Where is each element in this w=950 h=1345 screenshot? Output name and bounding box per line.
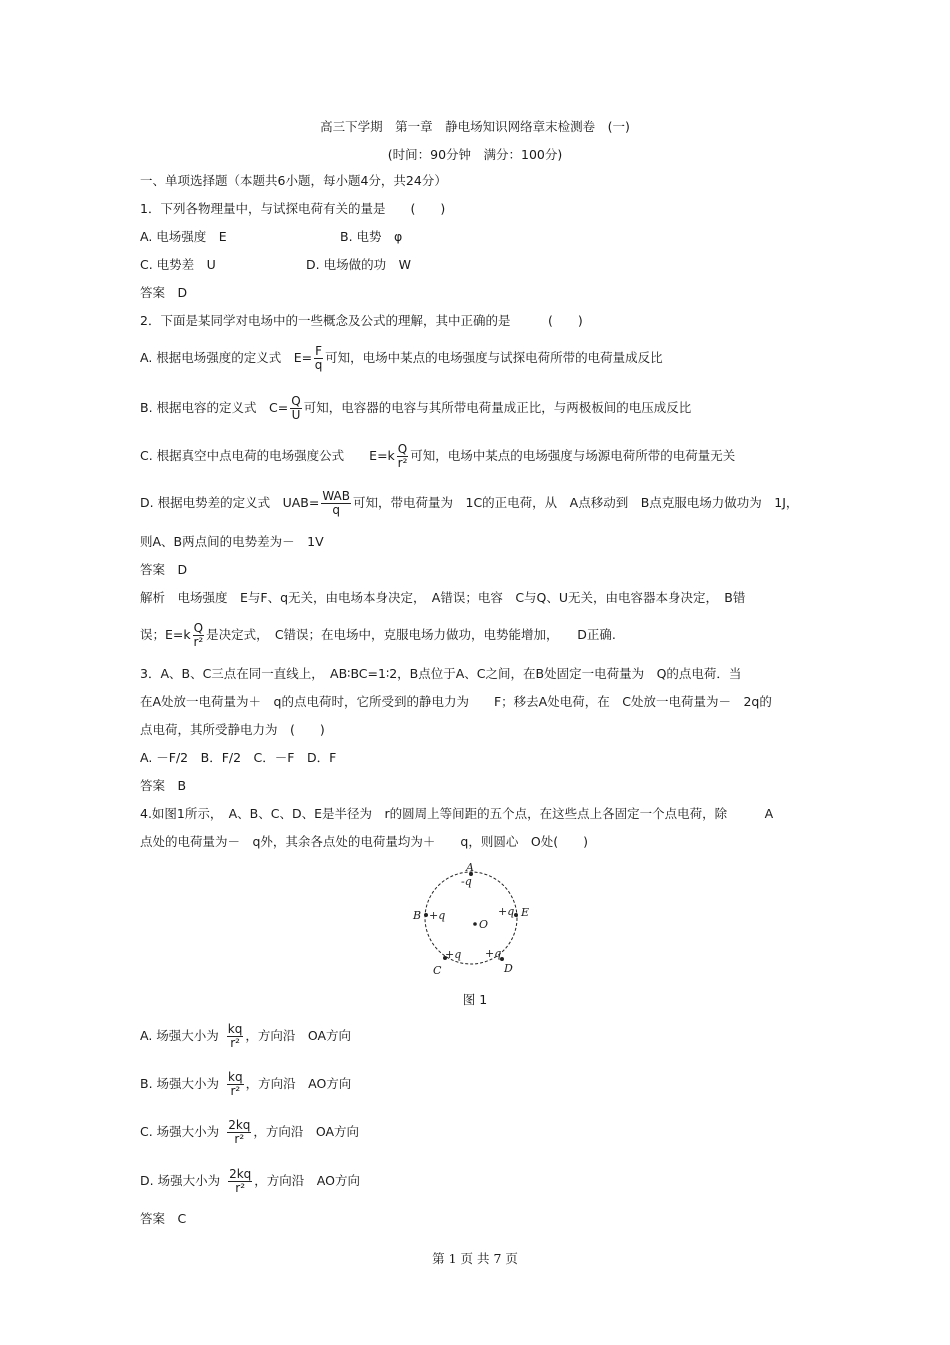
option-c-text: ，方向沿 OA方向: [253, 1124, 360, 1139]
label-b-charge: +q: [429, 909, 446, 922]
point-b: [424, 913, 428, 917]
question-4-line1: 4.如图1所示， A、B、C、D、E是半径为 r的圆周上等间距的五个点，在这些点上各固定一个点电荷，除 A: [140, 806, 774, 821]
label-c-charge: +q: [445, 948, 462, 961]
label-e: E: [521, 906, 530, 919]
question-1-answer: 答案 D: [140, 285, 188, 300]
formula-fraction: [290, 395, 301, 422]
label-o: O: [479, 918, 489, 931]
question-4-answer: 答案 C: [140, 1211, 187, 1226]
option-c-prefix: C. 根据真空中点电荷的电场强度公式 E=k: [140, 448, 395, 463]
formula-fraction: [227, 1071, 244, 1098]
point-o: [473, 922, 477, 926]
question-2-option-d: [140, 487, 798, 519]
option-b-prefix: B. 场强大小为: [140, 1076, 220, 1091]
question-4-option-b: [140, 1068, 351, 1100]
option-c-text: 可知，电场中某点的电场强度与场源电荷所带的电荷量无关: [410, 448, 736, 463]
option-c-prefix: C. 场强大小为: [140, 1124, 220, 1139]
figure-caption: 图 1: [462, 992, 488, 1007]
fraction-numerator: Q: [193, 621, 204, 635]
question-2-option-c: [140, 440, 735, 472]
question-4-option-d: [140, 1165, 360, 1197]
analysis-prefix: 误；E=k: [140, 627, 191, 642]
formula-fraction: [321, 490, 351, 517]
question-4-line2: 点处的电荷量为－ q外，其余各点处的电荷量均为＋ q，则圆心 O处( ): [140, 834, 588, 849]
label-d-charge: +q: [485, 947, 502, 960]
question-3-options: A. －F/2 B．F/2 C．－F D．F: [140, 750, 337, 765]
label-b: B: [413, 909, 422, 922]
fraction-numerator: Q: [397, 442, 408, 456]
fraction-numerator: 2kq: [229, 1167, 252, 1181]
fraction-numerator: 2kq: [228, 1118, 251, 1132]
page-title: 高三下学期 第一章 静电场知识网络章末检测卷 (一): [320, 119, 630, 134]
point-e: [514, 913, 518, 917]
figure-1-circle-diagram: [405, 858, 545, 980]
page-footer: 第 1 页 共 7 页: [432, 1251, 518, 1266]
section-heading: 一、单项选择题（本题共6小题，每小题4分，共24分）: [140, 173, 447, 188]
option-b-text: 可知，电容器的电容与其所带电荷量成正比，与两极板间的电压成反比: [303, 400, 692, 415]
formula-fraction: [227, 1023, 244, 1050]
formula-fraction: [228, 1168, 252, 1195]
option-d-prefix: D. 场强大小为: [140, 1173, 221, 1188]
label-d: D: [504, 962, 513, 975]
question-3-line1: 3．A、B、C三点在同一直线上， AB∶BC=1∶2，B点位于A、C之间，在B处固定一电荷量为 Q的点电荷．当: [140, 666, 742, 681]
question-1-option-c: C. 电势差 U: [140, 257, 216, 272]
question-2-analysis: 解析 电场强度 E与F、q无关，由电场本身决定， A错误；电容 C与Q、U无关，由电容器本身决定， B错: [140, 590, 746, 605]
option-a-prefix: A. 场强大小为: [140, 1028, 219, 1043]
page-subtitle: (时间：90分钟 满分：100分): [387, 147, 563, 162]
option-b-text: ，方向沿 AO方向: [245, 1076, 352, 1091]
question-4-option-c: [140, 1116, 359, 1148]
fraction-numerator: F: [315, 344, 323, 358]
fraction-denominator: U: [291, 408, 301, 422]
fraction-denominator: r²: [397, 456, 408, 470]
fraction-denominator: r²: [234, 1132, 245, 1146]
question-3-line2: 在A处放一电荷量为＋ q的点电荷时，它所受到的静电力为 F；移去A处电荷，在 C处放一电荷量为－ 2q的: [140, 694, 772, 709]
fraction-denominator: q: [314, 358, 323, 372]
fraction-numerator: kq: [228, 1070, 243, 1084]
fraction-denominator: r²: [230, 1036, 240, 1050]
question-2-answer: 答案 D: [140, 562, 188, 577]
formula-fraction: [227, 1119, 251, 1146]
question-3-answer: 答案 B: [140, 778, 187, 793]
question-2-stem: 2．下面是某同学对电场中的一些概念及公式的理解，其中正确的是 ( ): [140, 313, 583, 328]
option-d-text: ，方向沿 AO方向: [254, 1173, 360, 1188]
fraction-numerator: kq: [227, 1022, 243, 1036]
label-minus-q: -q: [461, 875, 472, 888]
label-c: C: [433, 964, 442, 977]
fraction-numerator: WAB: [322, 489, 350, 503]
option-d-text: 可知，带电荷量为 1C的正电荷，从 A点移动到 B点克服电场力做功为 1J，: [352, 495, 799, 510]
analysis-text: 是决定式， C错误；在电场中，克服电场力做功，电势能增加， D正确.: [206, 627, 616, 642]
fraction-denominator: r²: [235, 1181, 246, 1195]
question-1-option-b: B. 电势 φ: [340, 229, 403, 244]
question-2-analysis-line2: [140, 619, 616, 651]
option-a-prefix: A. 根据电场强度的定义式 E=: [140, 350, 313, 365]
option-d-prefix: D. 根据电势差的定义式 UAB=: [140, 495, 320, 510]
fraction-denominator: r²: [230, 1084, 241, 1098]
option-b-prefix: B. 根据电容的定义式 C=: [140, 400, 289, 415]
option-a-text: 可知，电场中某点的电场强度与试探电荷所带的电荷量成反比: [325, 350, 663, 365]
fraction-denominator: q: [332, 503, 340, 517]
formula-fraction: [314, 345, 323, 372]
formula-fraction: [193, 622, 204, 649]
label-e-charge: +q: [498, 905, 515, 918]
fraction-denominator: r²: [193, 635, 204, 649]
question-1-option-a: A. 电场强度 E: [140, 229, 227, 244]
question-2-option-d-line2: 则A、B两点间的电势差为－ 1V: [140, 534, 324, 549]
fraction-numerator: Q: [291, 394, 301, 408]
question-2-option-a: [140, 342, 663, 374]
question-3-line3: 点电荷，其所受静电力为 ( ): [140, 722, 325, 737]
question-2-option-b: [140, 392, 691, 424]
question-1-stem: 1．下列各物理量中，与试探电荷有关的量是 ( ): [140, 201, 446, 216]
option-a-text: ，方向沿 OA方向: [245, 1028, 352, 1043]
question-1-option-d: D. 电场做的功 W: [306, 257, 411, 272]
label-a: A: [466, 861, 474, 874]
formula-fraction: [397, 443, 408, 470]
question-4-option-a: [140, 1020, 351, 1052]
